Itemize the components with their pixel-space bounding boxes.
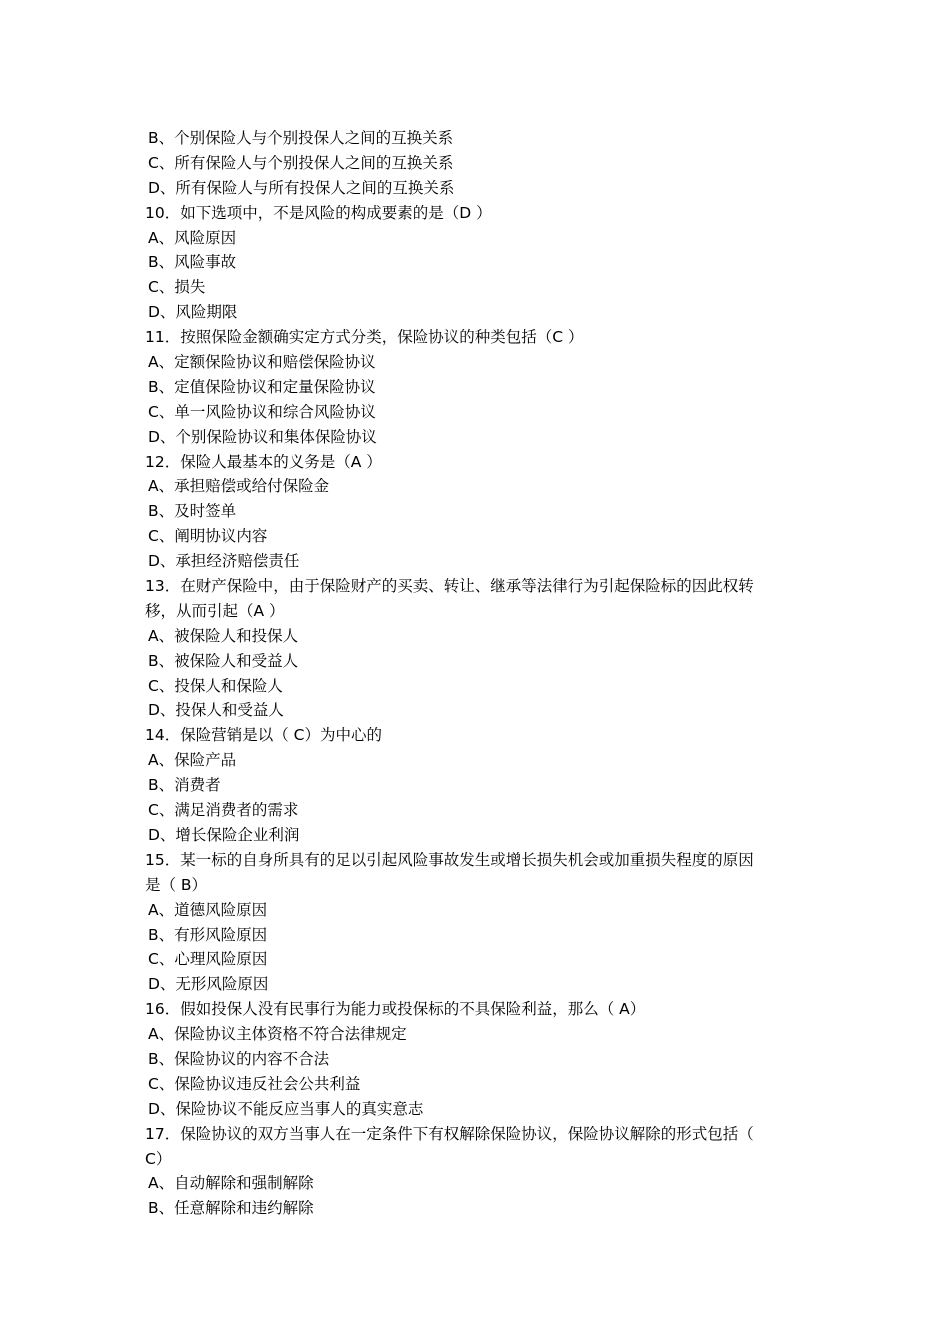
answer-option-line: D、风险期限 [148, 303, 238, 322]
answer-option-line: A、承担赔偿或给付保险金 [148, 477, 330, 496]
question-line: 10．如下选项中，不是风险的构成要素的是（D ） [145, 203, 492, 222]
answer-option-line: B、消费者 [148, 776, 221, 795]
answer-option-line: D、所有保险人与所有投保人之间的互换关系 [148, 178, 455, 197]
answer-option-line: B、及时签单 [148, 502, 237, 521]
answer-option-line: C、所有保险人与个别投保人之间的互换关系 [148, 153, 454, 172]
document-body [145, 126, 810, 1221]
answer-option-line: D、投保人和受益人 [148, 701, 284, 720]
answer-option-line: A、道德风险原因 [148, 900, 268, 919]
answer-option-line: D、无形风险原因 [148, 975, 269, 994]
answer-option-line: D、增长保险企业利润 [148, 825, 300, 844]
answer-option-line: A、定额保险协议和赔偿保险协议 [148, 353, 376, 372]
question-line: 12．保险人最基本的义务是（A ） [145, 452, 382, 471]
question-line: 13．在财产保险中，由于保险财产的买卖、转让、继承等法律行为引起保险标的因此权转 [145, 577, 754, 596]
answer-option-line: B、任意解除和违约解除 [148, 1199, 314, 1218]
question-line: 移，从而引起（A ） [145, 601, 285, 620]
question-line: 11．按照保险金额确实定方式分类，保险协议的种类包括（C ） [145, 328, 584, 347]
answer-option-line: A、保险协议主体资格不符合法律规定 [148, 1025, 407, 1044]
answer-option-line: A、自动解除和强制解除 [148, 1174, 314, 1193]
answer-option-line: B、有形风险原因 [148, 925, 268, 944]
answer-option-line: A、保险产品 [148, 751, 237, 770]
answer-option-line: D、保险协议不能反应当事人的真实意志 [148, 1099, 424, 1118]
answer-option-line: C、保险协议违反社会公共利益 [148, 1074, 361, 1093]
question-line: 16．假如投保人没有民事行为能力或投保标的不具保险利益，那么（ A） [145, 1000, 646, 1019]
answer-option-line: A、风险原因 [148, 228, 237, 247]
question-line: 14．保险营销是以（ C）为中心的 [145, 726, 382, 745]
answer-option-line: C、投保人和保险人 [148, 676, 283, 695]
answer-option-line: D、个别保险协议和集体保险协议 [148, 427, 377, 446]
answer-option-line: B、被保险人和受益人 [148, 651, 299, 670]
answer-option-line: A、被保险人和投保人 [148, 626, 299, 645]
question-line: C） [145, 1149, 172, 1168]
question-line: 是（ B） [145, 875, 208, 894]
answer-option-line: C、心理风险原因 [148, 950, 268, 969]
answer-option-line: B、保险协议的内容不合法 [148, 1049, 330, 1068]
answer-option-line: C、满足消费者的需求 [148, 801, 299, 820]
answer-option-line: B、个别保险人与个别投保人之间的互换关系 [148, 129, 454, 147]
answer-option-line: D、承担经济赔偿责任 [148, 552, 300, 571]
answer-option-line: C、单一风险协议和综合风险协议 [148, 402, 376, 421]
answer-option-line: C、阐明协议内容 [148, 527, 268, 546]
answer-option-line: B、定值保险协议和定量保险协议 [148, 377, 376, 396]
answer-option-line: B、风险事故 [148, 253, 237, 272]
answer-option-line: C、损失 [148, 278, 206, 297]
question-line: 15．某一标的自身所具有的足以引起风险事故发生或增长损失机会或加重损失程度的原因 [145, 850, 754, 869]
question-line: 17．保险协议的双方当事人在一定条件下有权解除保险协议，保险协议解除的形式包括（ [145, 1124, 754, 1143]
